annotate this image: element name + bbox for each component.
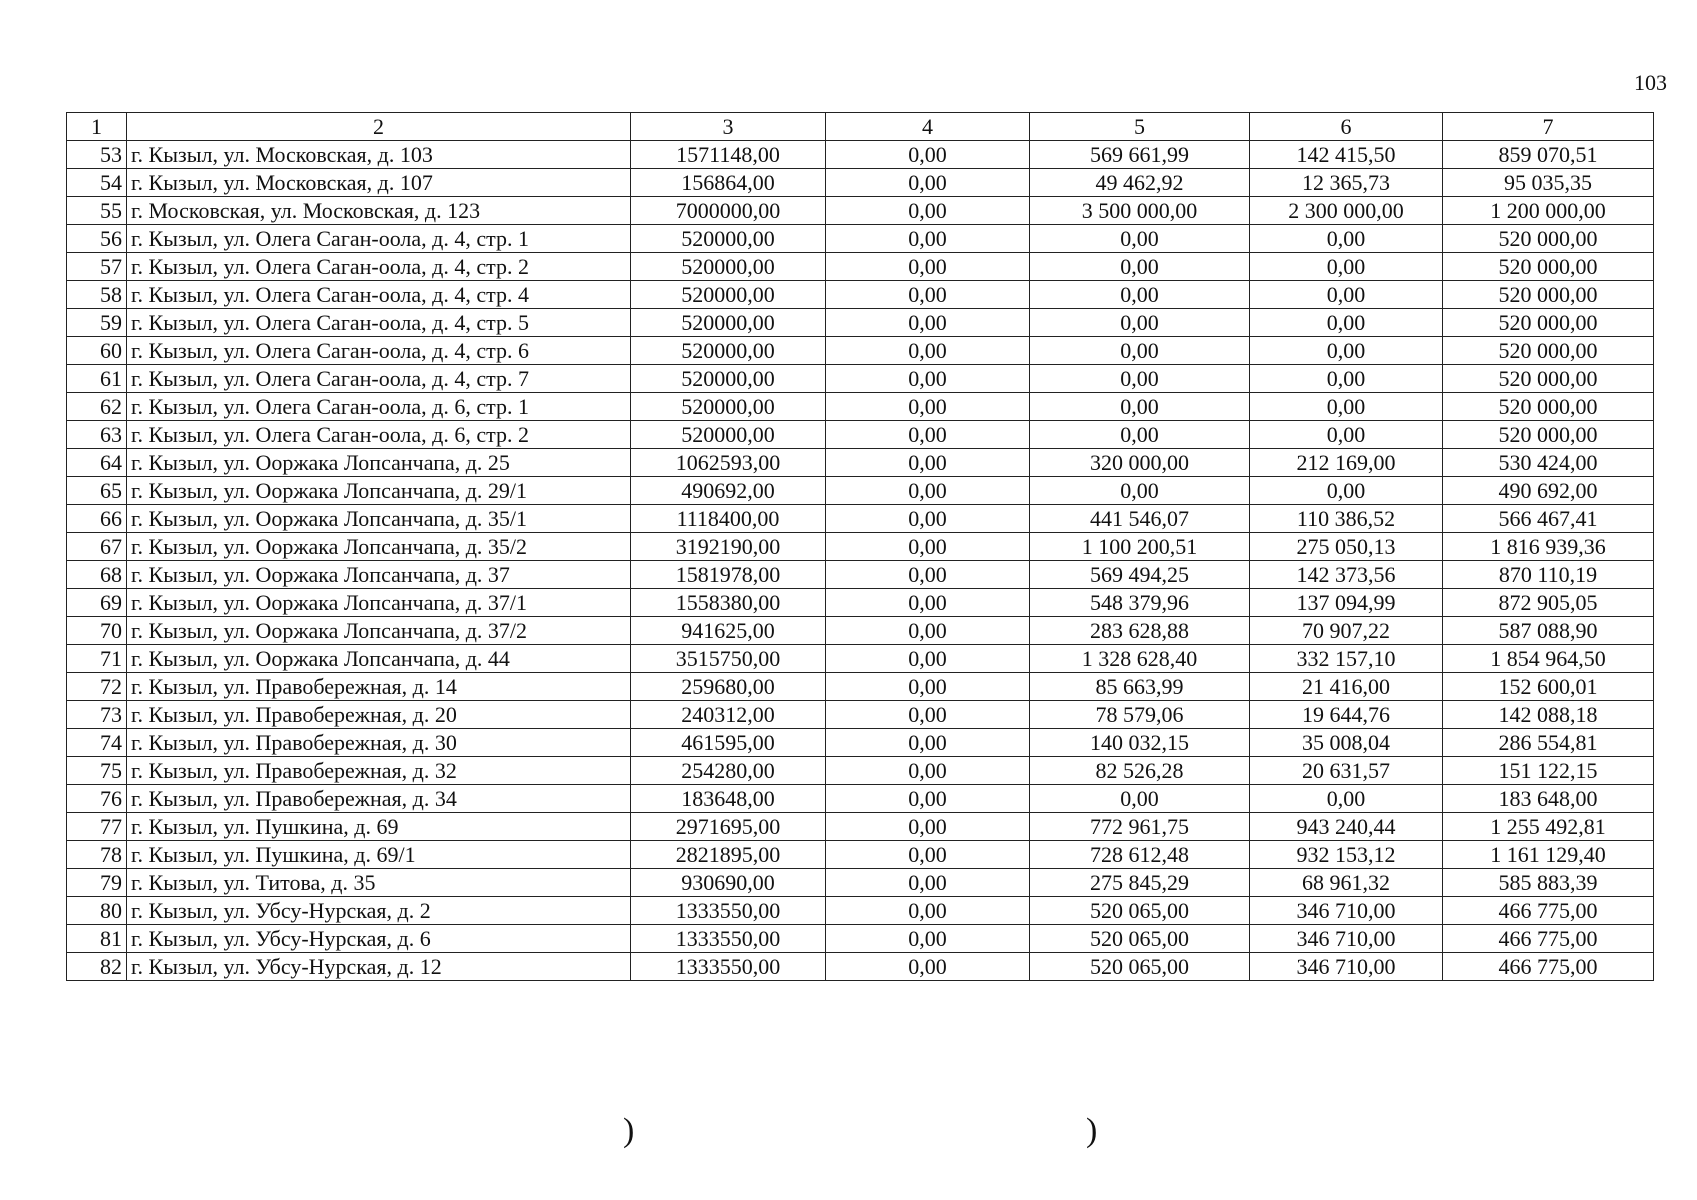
table-row [67, 785, 1654, 813]
col5-cell: 728 612,48 [1030, 841, 1250, 869]
total-cost-cell: 1333550,00 [631, 897, 826, 925]
col6-cell: 932 153,12 [1250, 841, 1443, 869]
address-cell: г. Кызыл, ул. Ооржака Лопсанчапа, д. 35/2 [127, 533, 631, 561]
col7-cell: 520 000,00 [1443, 393, 1654, 421]
address-cell: г. Кызыл, ул. Олега Саган-оола, д. 4, стр. 1 [127, 225, 631, 253]
col7-cell: 151 122,15 [1443, 757, 1654, 785]
column-header-2: 2 [127, 113, 631, 141]
address-cell: г. Кызыл, ул. Правобережная, д. 14 [127, 673, 631, 701]
col6-cell: 21 416,00 [1250, 673, 1443, 701]
col4-cell: 0,00 [826, 421, 1030, 449]
col4-cell: 0,00 [826, 309, 1030, 337]
col5-cell: 0,00 [1030, 253, 1250, 281]
row-number-cell: 67 [67, 533, 127, 561]
column-header-7: 7 [1443, 113, 1654, 141]
row-number-cell: 77 [67, 813, 127, 841]
total-cost-cell: 3515750,00 [631, 645, 826, 673]
address-cell: г. Кызыл, ул. Правобережная, д. 20 [127, 701, 631, 729]
table-row [67, 533, 1654, 561]
scan-mark-right: ) [1086, 1112, 1098, 1149]
col5-cell: 275 845,29 [1030, 869, 1250, 897]
total-cost-cell: 520000,00 [631, 393, 826, 421]
table-row [67, 645, 1654, 673]
address-cell: г. Кызыл, ул. Олега Саган-оола, д. 4, стр. 5 [127, 309, 631, 337]
col7-cell: 183 648,00 [1443, 785, 1654, 813]
col6-cell: 943 240,44 [1250, 813, 1443, 841]
col6-cell: 2 300 000,00 [1250, 197, 1443, 225]
col5-cell: 82 526,28 [1030, 757, 1250, 785]
col4-cell: 0,00 [826, 953, 1030, 981]
address-cell: г. Кызыл, ул. Олега Саган-оола, д. 6, стр. 1 [127, 393, 631, 421]
row-number-cell: 54 [67, 169, 127, 197]
total-cost-cell: 254280,00 [631, 757, 826, 785]
row-number-cell: 73 [67, 701, 127, 729]
total-cost-cell: 240312,00 [631, 701, 826, 729]
row-number-cell: 80 [67, 897, 127, 925]
table-row [67, 953, 1654, 981]
total-cost-cell: 2971695,00 [631, 813, 826, 841]
address-cell: г. Кызыл, ул. Ооржака Лопсанчапа, д. 37/2 [127, 617, 631, 645]
col5-cell: 0,00 [1030, 337, 1250, 365]
address-cell: г. Кызыл, ул. Олега Саган-оола, д. 4, стр. 2 [127, 253, 631, 281]
row-number-cell: 55 [67, 197, 127, 225]
col6-cell: 0,00 [1250, 365, 1443, 393]
table-row [67, 477, 1654, 505]
col6-cell: 68 961,32 [1250, 869, 1443, 897]
address-cell: г. Кызыл, ул. Ооржака Лопсанчапа, д. 29/1 [127, 477, 631, 505]
row-number-cell: 53 [67, 141, 127, 169]
address-cell: г. Кызыл, ул. Правобережная, д. 30 [127, 729, 631, 757]
col7-cell: 1 255 492,81 [1443, 813, 1654, 841]
column-header-1: 1 [67, 113, 127, 141]
total-cost-cell: 1558380,00 [631, 589, 826, 617]
table-row [67, 505, 1654, 533]
col4-cell: 0,00 [826, 197, 1030, 225]
address-cell: г. Кызыл, ул. Титова, д. 35 [127, 869, 631, 897]
col7-cell: 587 088,90 [1443, 617, 1654, 645]
col4-cell: 0,00 [826, 757, 1030, 785]
total-cost-cell: 520000,00 [631, 281, 826, 309]
col4-cell: 0,00 [826, 869, 1030, 897]
table-row [67, 813, 1654, 841]
col4-cell: 0,00 [826, 589, 1030, 617]
col5-cell: 140 032,15 [1030, 729, 1250, 757]
table-row [67, 841, 1654, 869]
col4-cell: 0,00 [826, 225, 1030, 253]
row-number-cell: 82 [67, 953, 127, 981]
row-number-cell: 74 [67, 729, 127, 757]
row-number-cell: 66 [67, 505, 127, 533]
table-body [67, 141, 1654, 981]
total-cost-cell: 520000,00 [631, 337, 826, 365]
column-header-6: 6 [1250, 113, 1443, 141]
col7-cell: 520 000,00 [1443, 225, 1654, 253]
col7-cell: 152 600,01 [1443, 673, 1654, 701]
col5-cell: 520 065,00 [1030, 925, 1250, 953]
col7-cell: 1 161 129,40 [1443, 841, 1654, 869]
row-number-cell: 69 [67, 589, 127, 617]
col5-cell: 772 961,75 [1030, 813, 1250, 841]
col4-cell: 0,00 [826, 617, 1030, 645]
col6-cell: 0,00 [1250, 337, 1443, 365]
col7-cell: 1 200 000,00 [1443, 197, 1654, 225]
col6-cell: 0,00 [1250, 785, 1443, 813]
col4-cell: 0,00 [826, 925, 1030, 953]
col7-cell: 520 000,00 [1443, 281, 1654, 309]
row-number-cell: 79 [67, 869, 127, 897]
row-number-cell: 81 [67, 925, 127, 953]
col6-cell: 0,00 [1250, 393, 1443, 421]
col4-cell: 0,00 [826, 337, 1030, 365]
col4-cell: 0,00 [826, 785, 1030, 813]
col5-cell: 0,00 [1030, 225, 1250, 253]
col6-cell: 35 008,04 [1250, 729, 1443, 757]
col4-cell: 0,00 [826, 169, 1030, 197]
address-cell: г. Московская, ул. Московская, д. 123 [127, 197, 631, 225]
total-cost-cell: 520000,00 [631, 253, 826, 281]
address-cell: г. Кызыл, ул. Олега Саган-оола, д. 6, стр. 2 [127, 421, 631, 449]
address-cell: г. Кызыл, ул. Правобережная, д. 34 [127, 785, 631, 813]
col6-cell: 346 710,00 [1250, 925, 1443, 953]
row-number-cell: 70 [67, 617, 127, 645]
total-cost-cell: 520000,00 [631, 309, 826, 337]
address-cell: г. Кызыл, ул. Убсу-Нурская, д. 6 [127, 925, 631, 953]
col7-cell: 1 816 939,36 [1443, 533, 1654, 561]
col7-cell: 872 905,05 [1443, 589, 1654, 617]
col5-cell: 0,00 [1030, 393, 1250, 421]
col7-cell: 142 088,18 [1443, 701, 1654, 729]
total-cost-cell: 1571148,00 [631, 141, 826, 169]
table-row [67, 449, 1654, 477]
address-cell: г. Кызыл, ул. Ооржака Лопсанчапа, д. 35/1 [127, 505, 631, 533]
col6-cell: 212 169,00 [1250, 449, 1443, 477]
col5-cell: 520 065,00 [1030, 953, 1250, 981]
col4-cell: 0,00 [826, 673, 1030, 701]
column-header-5: 5 [1030, 113, 1250, 141]
col4-cell: 0,00 [826, 729, 1030, 757]
total-cost-cell: 259680,00 [631, 673, 826, 701]
table-header [67, 113, 1654, 141]
total-cost-cell: 1333550,00 [631, 953, 826, 981]
table-row [67, 589, 1654, 617]
col6-cell: 346 710,00 [1250, 897, 1443, 925]
col7-cell: 520 000,00 [1443, 337, 1654, 365]
row-number-cell: 75 [67, 757, 127, 785]
address-cell: г. Кызыл, ул. Олега Саган-оола, д. 4, стр. 6 [127, 337, 631, 365]
col7-cell: 859 070,51 [1443, 141, 1654, 169]
col5-cell: 1 100 200,51 [1030, 533, 1250, 561]
total-cost-cell: 520000,00 [631, 365, 826, 393]
table-row [67, 757, 1654, 785]
total-cost-cell: 3192190,00 [631, 533, 826, 561]
col5-cell: 78 579,06 [1030, 701, 1250, 729]
header-row [67, 113, 1654, 141]
address-cell: г. Кызыл, ул. Правобережная, д. 32 [127, 757, 631, 785]
row-number-cell: 64 [67, 449, 127, 477]
row-number-cell: 65 [67, 477, 127, 505]
address-cell: г. Кызыл, ул. Убсу-Нурская, д. 2 [127, 897, 631, 925]
row-number-cell: 57 [67, 253, 127, 281]
col5-cell: 548 379,96 [1030, 589, 1250, 617]
address-cell: г. Кызыл, ул. Московская, д. 107 [127, 169, 631, 197]
col5-cell: 520 065,00 [1030, 897, 1250, 925]
col4-cell: 0,00 [826, 477, 1030, 505]
col4-cell: 0,00 [826, 449, 1030, 477]
col4-cell: 0,00 [826, 645, 1030, 673]
row-number-cell: 71 [67, 645, 127, 673]
col5-cell: 0,00 [1030, 281, 1250, 309]
col6-cell: 137 094,99 [1250, 589, 1443, 617]
col6-cell: 0,00 [1250, 421, 1443, 449]
col5-cell: 0,00 [1030, 421, 1250, 449]
col4-cell: 0,00 [826, 533, 1030, 561]
table-row [67, 337, 1654, 365]
page-number: 103 [1634, 70, 1667, 95]
col5-cell: 49 462,92 [1030, 169, 1250, 197]
row-number-cell: 76 [67, 785, 127, 813]
col7-cell: 585 883,39 [1443, 869, 1654, 897]
col5-cell: 0,00 [1030, 309, 1250, 337]
col5-cell: 320 000,00 [1030, 449, 1250, 477]
col4-cell: 0,00 [826, 701, 1030, 729]
total-cost-cell: 930690,00 [631, 869, 826, 897]
total-cost-cell: 461595,00 [631, 729, 826, 757]
table-row [67, 869, 1654, 897]
row-number-cell: 60 [67, 337, 127, 365]
col7-cell: 520 000,00 [1443, 421, 1654, 449]
total-cost-cell: 1333550,00 [631, 925, 826, 953]
col6-cell: 346 710,00 [1250, 953, 1443, 981]
table-row [67, 281, 1654, 309]
col4-cell: 0,00 [826, 841, 1030, 869]
total-cost-cell: 2821895,00 [631, 841, 826, 869]
col5-cell: 1 328 628,40 [1030, 645, 1250, 673]
table-row [67, 561, 1654, 589]
col6-cell: 0,00 [1250, 253, 1443, 281]
table-row [67, 253, 1654, 281]
col5-cell: 0,00 [1030, 785, 1250, 813]
col5-cell: 569 661,99 [1030, 141, 1250, 169]
col4-cell: 0,00 [826, 365, 1030, 393]
row-number-cell: 59 [67, 309, 127, 337]
address-cell: г. Кызыл, ул. Ооржака Лопсанчапа, д. 37 [127, 561, 631, 589]
table-row [67, 617, 1654, 645]
table-row [67, 169, 1654, 197]
table-row [67, 673, 1654, 701]
col4-cell: 0,00 [826, 897, 1030, 925]
col7-cell: 286 554,81 [1443, 729, 1654, 757]
col4-cell: 0,00 [826, 505, 1030, 533]
col6-cell: 142 373,56 [1250, 561, 1443, 589]
table-row [67, 197, 1654, 225]
col7-cell: 466 775,00 [1443, 953, 1654, 981]
address-cell: г. Кызыл, ул. Ооржака Лопсанчапа, д. 37/1 [127, 589, 631, 617]
row-number-cell: 58 [67, 281, 127, 309]
col5-cell: 283 628,88 [1030, 617, 1250, 645]
row-number-cell: 72 [67, 673, 127, 701]
col6-cell: 0,00 [1250, 477, 1443, 505]
col7-cell: 566 467,41 [1443, 505, 1654, 533]
col4-cell: 0,00 [826, 253, 1030, 281]
total-cost-cell: 183648,00 [631, 785, 826, 813]
column-header-3: 3 [631, 113, 826, 141]
address-cell: г. Кызыл, ул. Московская, д. 103 [127, 141, 631, 169]
address-cell: г. Кызыл, ул. Ооржака Лопсанчапа, д. 44 [127, 645, 631, 673]
total-cost-cell: 7000000,00 [631, 197, 826, 225]
col4-cell: 0,00 [826, 813, 1030, 841]
col5-cell: 3 500 000,00 [1030, 197, 1250, 225]
row-number-cell: 68 [67, 561, 127, 589]
col7-cell: 520 000,00 [1443, 309, 1654, 337]
table-row [67, 141, 1654, 169]
column-header-4: 4 [826, 113, 1030, 141]
total-cost-cell: 520000,00 [631, 225, 826, 253]
col5-cell: 441 546,07 [1030, 505, 1250, 533]
col6-cell: 0,00 [1250, 309, 1443, 337]
table-row [67, 225, 1654, 253]
col6-cell: 12 365,73 [1250, 169, 1443, 197]
address-cell: г. Кызыл, ул. Олега Саган-оола, д. 4, стр. 4 [127, 281, 631, 309]
address-cell: г. Кызыл, ул. Ооржака Лопсанчапа, д. 25 [127, 449, 631, 477]
col6-cell: 142 415,50 [1250, 141, 1443, 169]
col7-cell: 490 692,00 [1443, 477, 1654, 505]
col4-cell: 0,00 [826, 561, 1030, 589]
table-row [67, 925, 1654, 953]
col7-cell: 466 775,00 [1443, 897, 1654, 925]
col5-cell: 85 663,99 [1030, 673, 1250, 701]
col6-cell: 0,00 [1250, 281, 1443, 309]
col6-cell: 19 644,76 [1250, 701, 1443, 729]
col7-cell: 530 424,00 [1443, 449, 1654, 477]
total-cost-cell: 1062593,00 [631, 449, 826, 477]
row-number-cell: 63 [67, 421, 127, 449]
table-row [67, 421, 1654, 449]
col4-cell: 0,00 [826, 281, 1030, 309]
total-cost-cell: 490692,00 [631, 477, 826, 505]
col7-cell: 520 000,00 [1443, 365, 1654, 393]
col6-cell: 20 631,57 [1250, 757, 1443, 785]
scan-mark-left: ) [623, 1112, 635, 1149]
col7-cell: 1 854 964,50 [1443, 645, 1654, 673]
row-number-cell: 62 [67, 393, 127, 421]
col5-cell: 0,00 [1030, 365, 1250, 393]
total-cost-cell: 156864,00 [631, 169, 826, 197]
col6-cell: 332 157,10 [1250, 645, 1443, 673]
col7-cell: 520 000,00 [1443, 253, 1654, 281]
total-cost-cell: 520000,00 [631, 421, 826, 449]
col6-cell: 110 386,52 [1250, 505, 1443, 533]
table-row [67, 309, 1654, 337]
col4-cell: 0,00 [826, 141, 1030, 169]
row-number-cell: 78 [67, 841, 127, 869]
total-cost-cell: 1118400,00 [631, 505, 826, 533]
col5-cell: 569 494,25 [1030, 561, 1250, 589]
address-cell: г. Кызыл, ул. Пушкина, д. 69 [127, 813, 631, 841]
row-number-cell: 61 [67, 365, 127, 393]
table-row [67, 701, 1654, 729]
address-cell: г. Кызыл, ул. Пушкина, д. 69/1 [127, 841, 631, 869]
total-cost-cell: 941625,00 [631, 617, 826, 645]
col7-cell: 466 775,00 [1443, 925, 1654, 953]
table-row [67, 365, 1654, 393]
col6-cell: 275 050,13 [1250, 533, 1443, 561]
table-row [67, 897, 1654, 925]
row-number-cell: 56 [67, 225, 127, 253]
total-cost-cell: 1581978,00 [631, 561, 826, 589]
col4-cell: 0,00 [826, 393, 1030, 421]
address-cell: г. Кызыл, ул. Олега Саган-оола, д. 4, стр. 7 [127, 365, 631, 393]
col7-cell: 95 035,35 [1443, 169, 1654, 197]
address-budget-table [66, 112, 1654, 981]
table-row [67, 729, 1654, 757]
col7-cell: 870 110,19 [1443, 561, 1654, 589]
address-cell: г. Кызыл, ул. Убсу-Нурская, д. 12 [127, 953, 631, 981]
table-row [67, 393, 1654, 421]
col6-cell: 70 907,22 [1250, 617, 1443, 645]
col6-cell: 0,00 [1250, 225, 1443, 253]
col5-cell: 0,00 [1030, 477, 1250, 505]
